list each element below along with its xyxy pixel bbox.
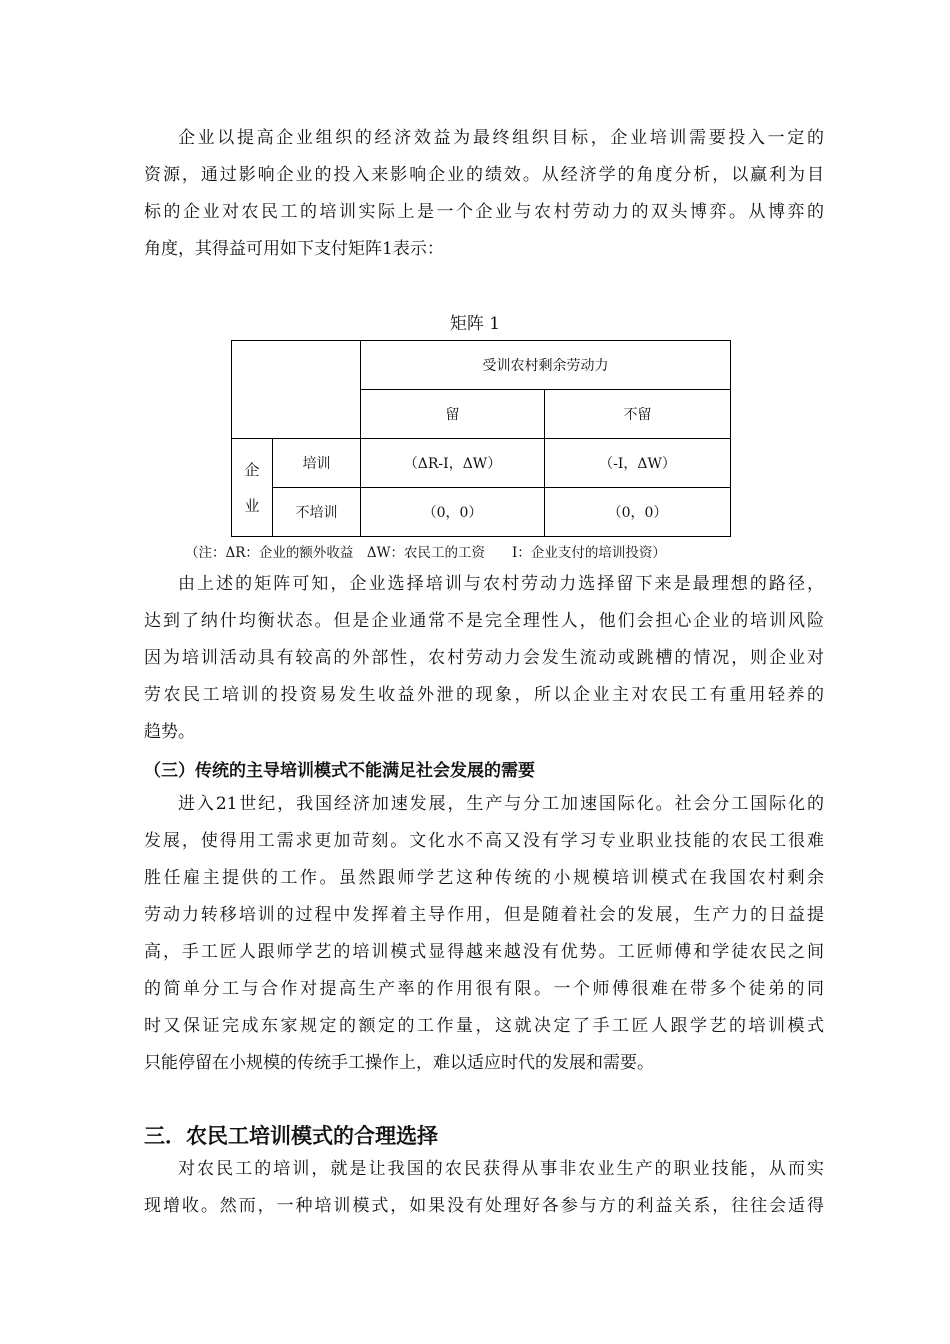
text-line: 由上述的矩阵可知，企业选择培训与农村劳动力选择留下来是最理想的路径，: [178, 574, 824, 594]
text-line: 趋势。: [144, 722, 195, 742]
text-line: 对农民工的培训，就是让我国的农民获得从事非农业生产的职业技能，从而实: [178, 1159, 824, 1179]
matrix-cell: （-I，ΔW）: [545, 439, 731, 488]
text-line: 达到了纳什均衡状态。但是企业通常不是完全理性人，他们会担心企业的培训风险: [144, 611, 824, 631]
matrix-cell: （ΔR-I，ΔW）: [361, 439, 545, 488]
row-group-char: 企: [244, 460, 260, 479]
text-line: 资源，通过影响企业的投入来影响企业的绩效。从经济学的角度分析，以赢利为目: [144, 165, 824, 185]
text-line: 只能停留在小规模的传统手工操作上，难以适应时代的发展和需要。: [144, 1053, 654, 1073]
row-group-header: [232, 439, 273, 537]
row-header-no-train: 不培训: [273, 488, 361, 537]
text-line: 的简单分工与合作对提高生产率的作用很有限。一个师傅很难在带多个徒弟的同: [144, 979, 824, 999]
subheading: （三）传统的主导培训模式不能满足社会发展的需要: [144, 761, 535, 781]
text-line: 进入21世纪，我国经济加速发展，生产与分工加速国际化。社会分工国际化的: [178, 794, 824, 814]
section-heading: 三．农民工培训模式的合理选择: [144, 1124, 438, 1148]
row-group-char: 业: [244, 496, 260, 515]
column-header-leave: 不留: [545, 390, 731, 439]
matrix-cell: （0，0）: [545, 488, 731, 537]
payoff-matrix: [231, 340, 731, 537]
matrix-note: （注：ΔR：企业的额外收益 ΔW：农民工的工资 I：企业支付的培训投资）: [185, 545, 666, 561]
column-group-header: 受训农村剩余劳动力: [361, 341, 731, 390]
matrix-caption: 矩阵 1: [449, 314, 501, 334]
matrix-corner: [232, 341, 361, 439]
text-line: 现增收。然而，一种培训模式，如果没有处理好各参与方的利益关系，往往会适得: [144, 1196, 824, 1216]
text-line: 胜任雇主提供的工作。虽然跟师学艺这种传统的小规模培训模式在我国农村剩余: [144, 868, 824, 888]
text-line: 发展，使得用工需求更加苛刻。文化水不高又没有学习专业职业技能的农民工很难: [144, 831, 824, 851]
column-header-stay: 留: [361, 390, 545, 439]
text-line: 劳农民工培训的投资易发生收益外泄的现象，所以企业主对农民工有重用轻养的: [144, 685, 824, 705]
text-line: 劳动力转移培训的过程中发挥着主导作用，但是随着社会的发展，生产力的日益提: [144, 905, 824, 925]
text-line: 因为培训活动具有较高的外部性，农村劳动力会发生流动或跳槽的情况，则企业对: [144, 648, 824, 668]
matrix-cell: （0，0）: [361, 488, 545, 537]
text-line: 标的企业对农民工的培训实际上是一个企业与农村劳动力的双头博弈。从博弈的: [144, 202, 824, 222]
text-line: 高，手工匠人跟师学艺的培训模式显得越来越没有优势。工匠师傅和学徒农民之间: [144, 942, 824, 962]
row-header-train: 培训: [273, 439, 361, 488]
text-line: 企业以提高企业组织的经济效益为最终组织目标，企业培训需要投入一定的: [178, 128, 824, 148]
text-line: 时又保证完成东家规定的额定的工作量，这就决定了手工匠人跟学艺的培训模式: [144, 1016, 824, 1036]
text-line: 角度，其得益可用如下支付矩阵1表示：: [144, 239, 444, 259]
